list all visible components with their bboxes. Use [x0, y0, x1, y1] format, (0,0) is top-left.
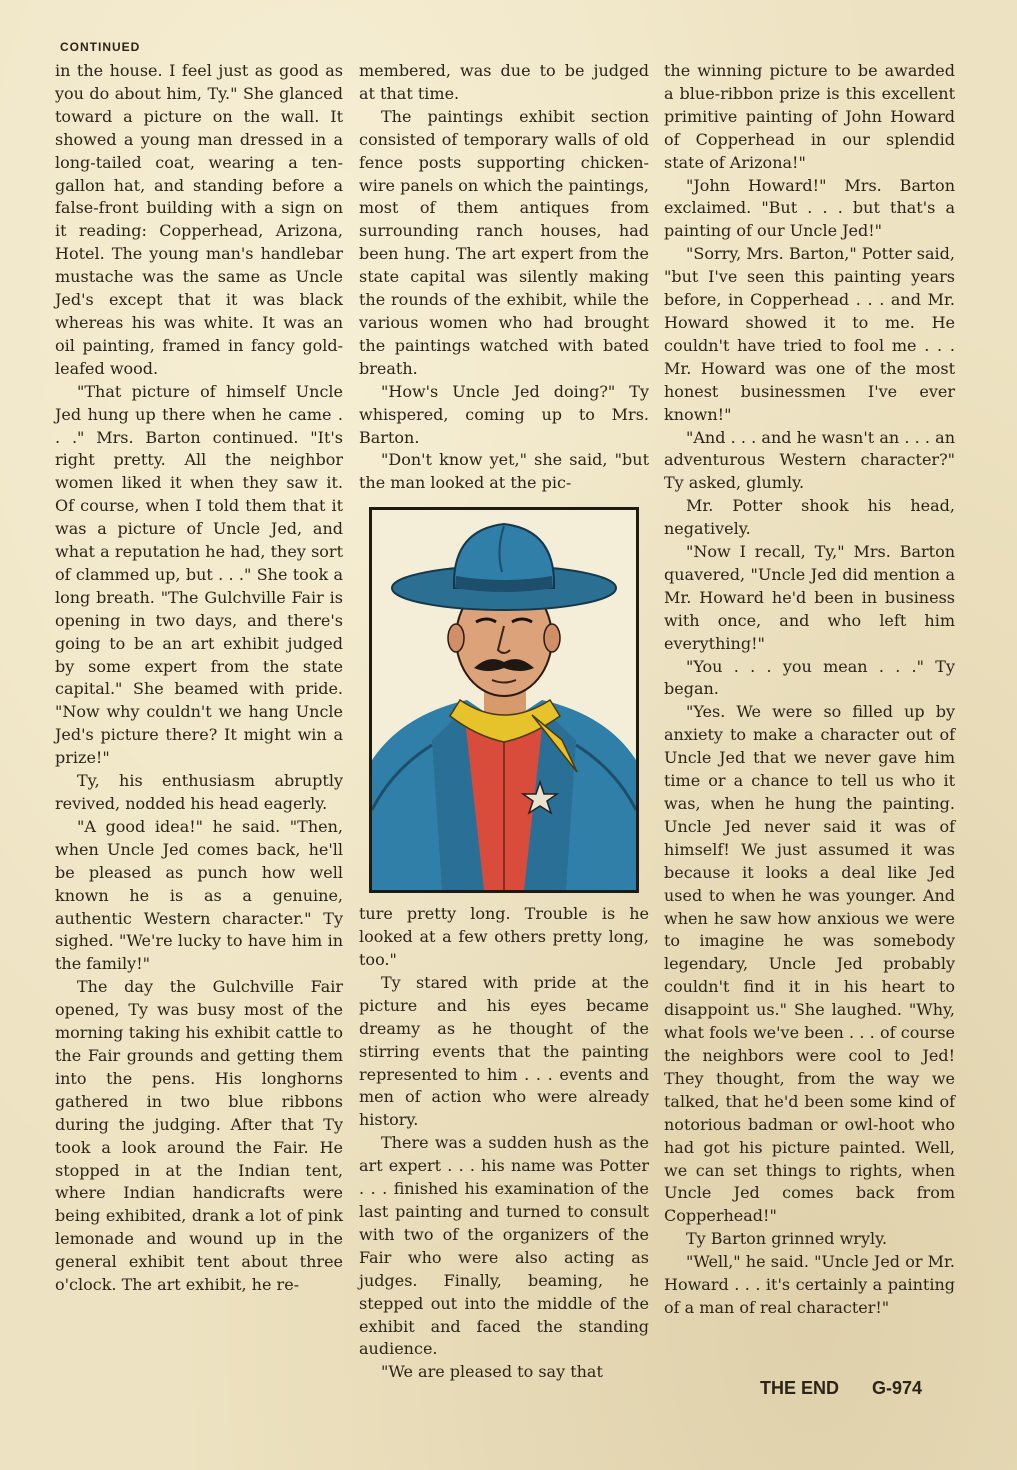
paragraph: "That picture of himself Uncle Jed hung up there when he came . . ." Mrs. Barton continued. "It's right pretty. All the neighbor women liked it when they saw it. Of course, when I told them that it was a picture of Uncle Jed, and what a reputation he had, they sort of clammed up, but . . ." She took a long breath. "The Gulchville Fair is opening in two days, and there's going to be an art exhibit judged by some expert from the state capital." She beamed with pride. "Now why couldn't we hang Uncle Jed's picture there? It might win a prize!"	[55, 381, 343, 768]
story-footer	[760, 1378, 922, 1399]
text-column-2	[359, 60, 649, 1384]
story-code: G-974	[872, 1378, 923, 1398]
paragraph: Ty stared with pride at the picture and his eyes became dreamy as he thought of the stirring events that the painting represented to him . . . events and men of action who were already history.	[359, 972, 649, 1130]
paragraph: There was a sudden hush as the art expert . . . his name was Potter . . . finished his examination of the last painting and turned to consult with two of the organizers of the Fair who were also acting as judges. Finally, beaming, he stepped out into the middle of the exhibit and faced the standing audience.	[359, 1133, 649, 1359]
paragraph: "You . . . you mean . . ." Ty began.	[664, 656, 955, 699]
text-column-3	[664, 60, 955, 1320]
paragraph: "How's Uncle Jed doing?" Ty whispered, coming up to Mrs. Barton.	[359, 381, 649, 447]
paragraph: Ty Barton grinned wryly.	[686, 1229, 888, 1249]
paragraph: "Well," he said. "Uncle Jed or Mr. Howard . . . it's certainly a painting of a man of real character!"	[664, 1252, 955, 1317]
paragraph: "Sorry, Mrs. Barton," Potter said, "but I've seen this painting years before, in Copperhead . . . and Mr. Howard showed it to me. He couldn't have tried to fool me . . . Mr. Howard was one of the most honest businessmen I've ever known!"	[664, 244, 955, 424]
paragraph: "Don't know yet," she said, "but the man looked at the pic-	[359, 450, 649, 493]
continued-header: CONTINUED	[60, 40, 141, 54]
paragraph: "A good idea!" he said. "Then, when Uncle Jed comes back, he'll be pleased as punch how well known he is as a genuine, authentic Western character." Ty sighed. "We're lucky to have him in the family!"	[55, 816, 343, 974]
paragraph: "We are pleased to say that	[381, 1362, 603, 1382]
paragraph: ture pretty long. Trouble is he looked at a few others pretty long, too."	[359, 904, 649, 970]
paragraph: The paintings exhibit section consisted of temporary walls of old fence posts supporting chicken-wire panels on which the paintings, most of them antiques from surrounding ranch houses, had been hung. The art expert from the state capital was silently making the rounds of the exhibit, while the various women who had brought the paintings watched with bated breath.	[359, 106, 649, 378]
text-column-1	[55, 60, 343, 1297]
paragraph: the winning picture to be awarded a blue-ribbon prize is this excellent primitive painting of John Howard of Copperhead in our splendid state of Arizona!"	[664, 61, 955, 172]
the-end-label: THE END	[760, 1378, 840, 1398]
paragraph: The day the Gulchville Fair opened, Ty was busy most of the morning taking his exhibit cattle to the Fair grounds and getting them into the pens. His longhorns gathered in two blue ribbons during the judging. After that Ty took a look around the Fair. He stopped in at the Indian tent, where Indian handicrafts were being exhibited, drank a lot of pink lemonade and wound up in the general exhibit tent about three o'clock. The art exhibit, he re-	[55, 977, 343, 1295]
cowboy-illustration	[369, 507, 639, 893]
paragraph: "John Howard!" Mrs. Barton exclaimed. "But . . . but that's a painting of our Uncle Jed!"	[664, 175, 955, 241]
paragraph: "And . . . and he wasn't an . . . an adventurous Western character?" Ty asked, glumly.	[664, 427, 955, 493]
paragraph: "Now I recall, Ty," Mrs. Barton quavered, "Uncle Jed did mention a Mr. Howard he'd been in business with once, and who left him everything!"	[664, 542, 955, 653]
paragraph: "Yes. We were so filled up by anxiety to make a character out of Uncle Jed that we never gave him time or a chance to tell us who it was, when he hung the painting. Uncle Jed never said it was of himself! We just assumed it was because it looks a deal like Jed used to when he was younger. And when he saw how anxious we were to imagine he was somebody legendary, Uncle Jed probably couldn't find it in his heart to disappoint us." She laughed. "Why, what fools we've been . . . of course the neighbors were cool to Jed! They thought, from the way we talked, that he'd been some kind of notorious badman or owl-hoot who had got his picture painted. Well, we can set things to rights, when Uncle Jed comes back from Copperhead!"	[664, 702, 955, 1226]
paragraph: in the house. I feel just as good as you do about him, Ty." She glanced toward a picture on the wall. It showed a young man dressed in a long-tailed coat, wearing a ten-gallon hat, and standing before a false-front building with a sign on it reading: Copperhead, Arizona, Hotel. The young man's handlebar mustache was the same as Uncle Jed's except that it was black whereas his was white. It was an oil painting, framed in fancy gold-leafed wood.	[55, 61, 343, 378]
paragraph: Mr. Potter shook his head, negatively.	[664, 496, 955, 539]
paragraph: Ty, his enthusiasm abruptly revived, nodded his head eagerly.	[55, 771, 343, 813]
paragraph: membered, was due to be judged at that time.	[359, 61, 649, 103]
